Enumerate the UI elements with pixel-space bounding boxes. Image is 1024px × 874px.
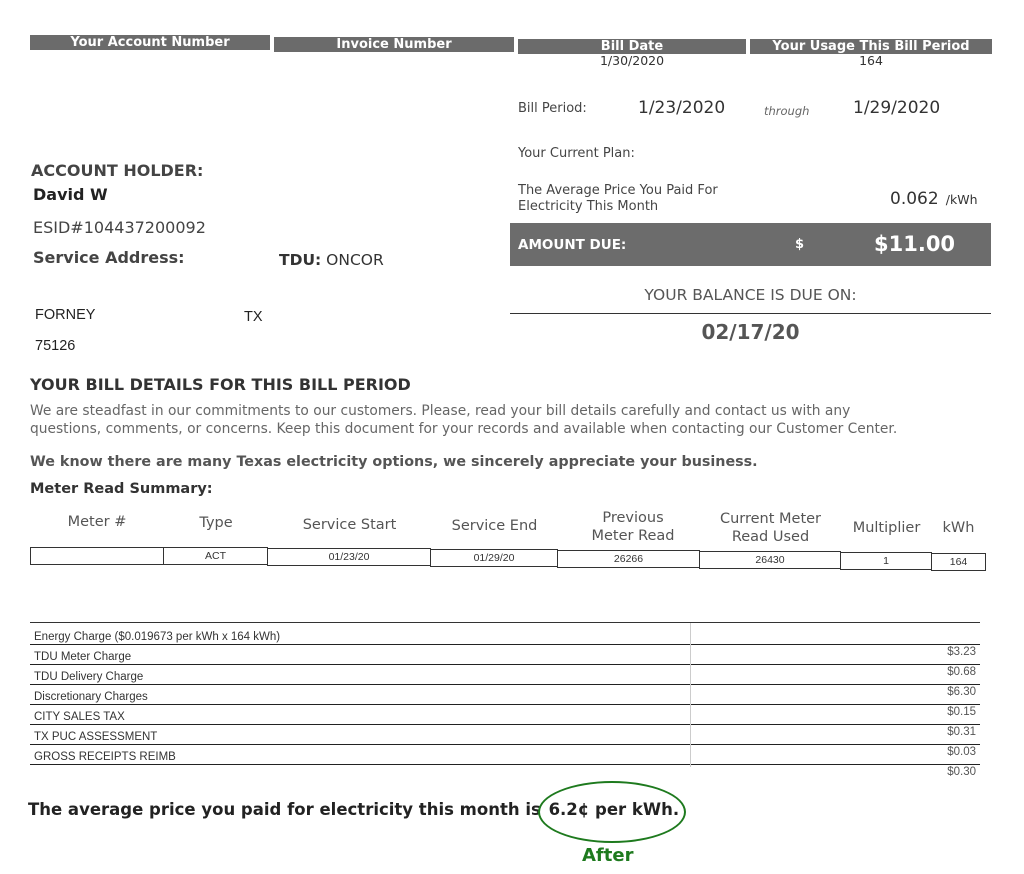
meter-col-header: Type [199, 515, 233, 531]
highlight-circle [538, 781, 686, 843]
due-divider [510, 313, 991, 314]
meter-col-header: Previous Meter Read [591, 510, 675, 544]
avg-price-label: The Average Price You Paid For Electricity This Month [518, 183, 718, 214]
usage-value: 164 [859, 53, 883, 68]
avg-price-highlight: 6.2¢ per kWh. [548, 800, 680, 819]
meter-cell: 26430 [699, 551, 841, 569]
account-number-header: Your Account Number [30, 35, 270, 50]
amount-due-value: $11.00 [874, 232, 956, 256]
meter-cell: 1 [840, 552, 932, 570]
charge-row [30, 745, 980, 778]
charge-amount: $0.31 [947, 726, 976, 738]
meter-cell: 01/23/20 [267, 548, 431, 566]
bill-period-start: 1/23/2020 [638, 98, 726, 118]
service-state: TX [244, 309, 263, 325]
meter-cell: ACT [163, 547, 268, 565]
charges-list [30, 623, 980, 778]
charge-label: TDU Meter Charge [34, 651, 132, 663]
due-on-label: YOUR BALANCE IS DUE ON: [644, 286, 857, 304]
meter-cell: 26266 [557, 550, 700, 568]
details-paragraph: We are steadfast in our commitments to our customers. Please, read your bill details carefully and contact us with any questions, comments, or concerns. Keep this document for your records and available when contacting our Customer Center. [30, 403, 898, 437]
meter-col-header: kWh [942, 520, 975, 536]
bill-date-header: Bill Date [518, 39, 746, 54]
charge-amount: $3.23 [947, 646, 976, 658]
meter-col-header: Service End [451, 518, 538, 534]
charge-label: CITY SALES TAX [34, 711, 125, 723]
service-city: FORNEY [35, 307, 96, 323]
usage-header: Your Usage This Bill Period [750, 39, 992, 54]
avg-price-summary: The average price you paid for electricity this month is 6.2¢ per kWh. [28, 800, 680, 819]
charge-amount: $0.30 [947, 766, 976, 778]
charges-column-rule [690, 623, 691, 767]
bill-date-value: 1/30/2020 [599, 53, 665, 68]
meter-cell: 164 [931, 553, 986, 571]
service-address-label: Service Address: [33, 248, 185, 267]
meter-col-header: Service Start [302, 517, 397, 533]
charge-label: TDU Delivery Charge [34, 671, 144, 683]
meter-col-header: Meter # [67, 514, 127, 530]
meter-cell [30, 547, 164, 565]
bill-period-label: Bill Period: [518, 101, 587, 116]
tdu: TDU: ONCOR [279, 251, 384, 269]
bill-period-through: through [764, 104, 810, 118]
account-holder-name: David W [33, 185, 108, 204]
meter-summary-title: Meter Read Summary: [30, 481, 213, 497]
details-title: YOUR BILL DETAILS FOR THIS BILL PERIOD [30, 375, 411, 394]
charge-amount: $0.15 [947, 706, 976, 718]
charge-amount: $0.03 [947, 746, 976, 758]
charge-amount: $6.30 [947, 686, 976, 698]
esid: ESID#104437200092 [33, 218, 206, 237]
amount-due-box [510, 223, 991, 266]
meter-col-header: Current Meter Read Used [719, 511, 822, 545]
charge-label: Discretionary Charges [34, 691, 148, 703]
due-date: 02/17/20 [701, 320, 800, 344]
service-zip: 75126 [35, 338, 76, 354]
current-plan-label: Your Current Plan: [518, 146, 635, 161]
amount-due-currency: $ [795, 237, 805, 252]
after-annotation: After [582, 845, 634, 866]
meter-col-header: Multiplier [852, 520, 921, 536]
invoice-number-header: Invoice Number [274, 37, 514, 52]
charge-label: TX PUC ASSESSMENT [34, 731, 158, 743]
appreciation-text: We know there are many Texas electricity options, we sincerely appreciate your business. [30, 454, 758, 470]
avg-price-value: 0.062 /kWh [890, 189, 978, 209]
bill-period-end: 1/29/2020 [853, 98, 941, 118]
charge-amount: $0.68 [947, 666, 976, 678]
account-holder-label: ACCOUNT HOLDER: [31, 161, 204, 180]
charge-label: GROSS RECEIPTS REIMB [34, 751, 176, 763]
amount-due-label: AMOUNT DUE: [518, 237, 627, 253]
charge-label: Energy Charge ($0.019673 per kWh x 164 kWh) [34, 631, 281, 643]
meter-cell: 01/29/20 [430, 549, 558, 567]
